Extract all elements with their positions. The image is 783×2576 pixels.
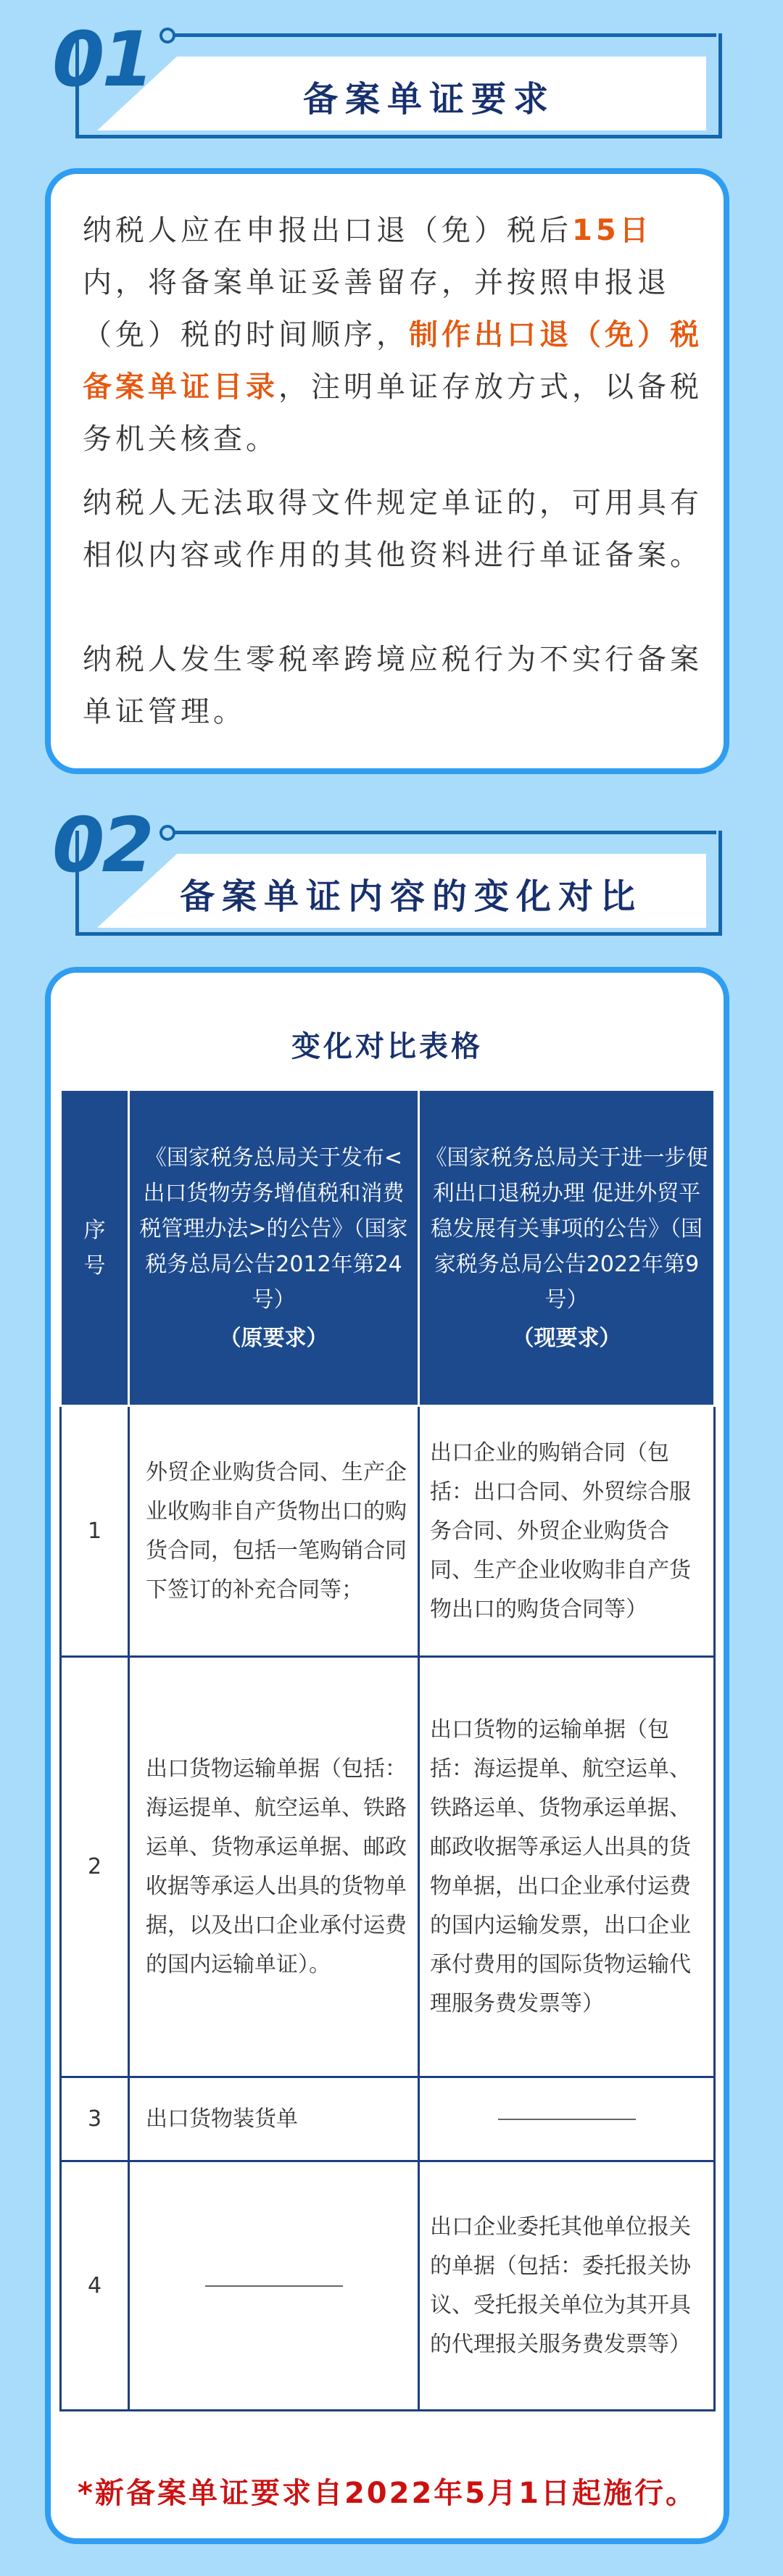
empty-dash: [498, 2119, 636, 2120]
paragraph-1-text-b: 内，将备案单证妥善留存，并按照申报退（免）税的时间顺序，: [83, 266, 670, 352]
section2-header: [0, 797, 783, 942]
requirements-card: [45, 168, 729, 774]
header-new-sub: （现要求）: [512, 1325, 621, 1351]
row-new-cell: 出口货物的运输单据（包括：海运提单、航空运单、铁路运单、货物承运单据、邮政收据等承运人出具的货物单据，出口企业承付运费的国内运输发票，出口企业承付费用的国际货物运输代理服务费发票等）: [419, 1657, 715, 2077]
section2-title: 备案单证内容的变化对比: [180, 876, 643, 917]
header-old: [129, 1090, 419, 1406]
comparison-card: [45, 967, 729, 2544]
header-old-sub: （原要求）: [219, 1325, 328, 1351]
header-old-text: 《国家税务总局关于发布<出口货物劳务增值税和消费税管理办法>的公告》（国家税务总局公告2012年第24号）: [139, 1144, 408, 1313]
table-title: 变化对比表格: [291, 1030, 483, 1063]
paragraph-1-text-a: 纳税人应在申报出口退（免）税后: [83, 214, 572, 247]
section1-number: 01: [52, 15, 152, 104]
deadline-highlight: 15日: [572, 214, 652, 247]
row-new-cell: 出口企业委托其他单位报关的单据（包括：委托报关协议、受托报关单位为其开具的代理报关服务费发票等）: [419, 2161, 715, 2411]
paragraph-1-text-c: ，注明单证存放方式，以备税务机关核查。: [83, 370, 703, 456]
section1-title: 备案单证要求: [303, 79, 556, 120]
row-old-cell-empty: [129, 2161, 419, 2411]
header-seq: [61, 1090, 129, 1406]
row-seq: 4: [61, 2161, 129, 2411]
row-new-cell: 出口企业的购销合同（包括：出口合同、外贸综合服务合同、外贸企业购货合同、生产企业收购非自产货物出口的购货合同等）: [419, 1406, 715, 1657]
requirements-paragraph-2: 纳税人无法取得文件规定单证的，可用具有相似内容或作用的其他资料进行单证备案。: [83, 486, 703, 572]
requirements-paragraph-3: 纳税人发生零税率跨境应税行为不实行备案单证管理。: [83, 643, 703, 728]
row-seq: 1: [61, 1406, 129, 1657]
section2-number: 02: [52, 801, 152, 889]
row-new-cell-empty: [419, 2077, 715, 2161]
header-new: [419, 1090, 715, 1406]
table-row: [61, 1406, 715, 1657]
row-old-cell: 外贸企业购货合同、生产企业收购非自产货物出口的购货合同，包括一笔购销合同下签订的补充合同等；: [129, 1406, 419, 1657]
row-seq: 3: [61, 2077, 129, 2161]
header-new-text: 《国家税务总局关于进一步便利出口退税办理 促进外贸平稳发展有关事项的公告》（国家税务总局公告2022年第9号）: [425, 1144, 708, 1313]
row-old-cell: 出口货物运输单据（包括：海运提单、航空运单、铁路运单、货物承运单据、邮政收据等承运人出具的货物单据，以及出口企业承付运费的国内运输单证）。: [129, 1657, 419, 2077]
effective-date-note: *新备案单证要求自2022年5月1日起施行。: [78, 2477, 697, 2510]
table-row: [61, 2077, 715, 2161]
catalog-highlight: 制作出口退（免）税备案单证目录: [83, 318, 703, 404]
table-row: [61, 2161, 715, 2411]
comparison-table: [59, 1089, 716, 2411]
table-row: [61, 1657, 715, 2077]
row-seq: 2: [61, 1657, 129, 2077]
requirements-paragraph-1: [83, 204, 706, 465]
table-header-row: [61, 1090, 715, 1406]
section1-header: [0, 0, 783, 145]
empty-dash: [205, 2285, 343, 2287]
row-old-cell: 出口货物装货单: [129, 2077, 419, 2161]
header-seq-text: 序号: [83, 1217, 106, 1279]
